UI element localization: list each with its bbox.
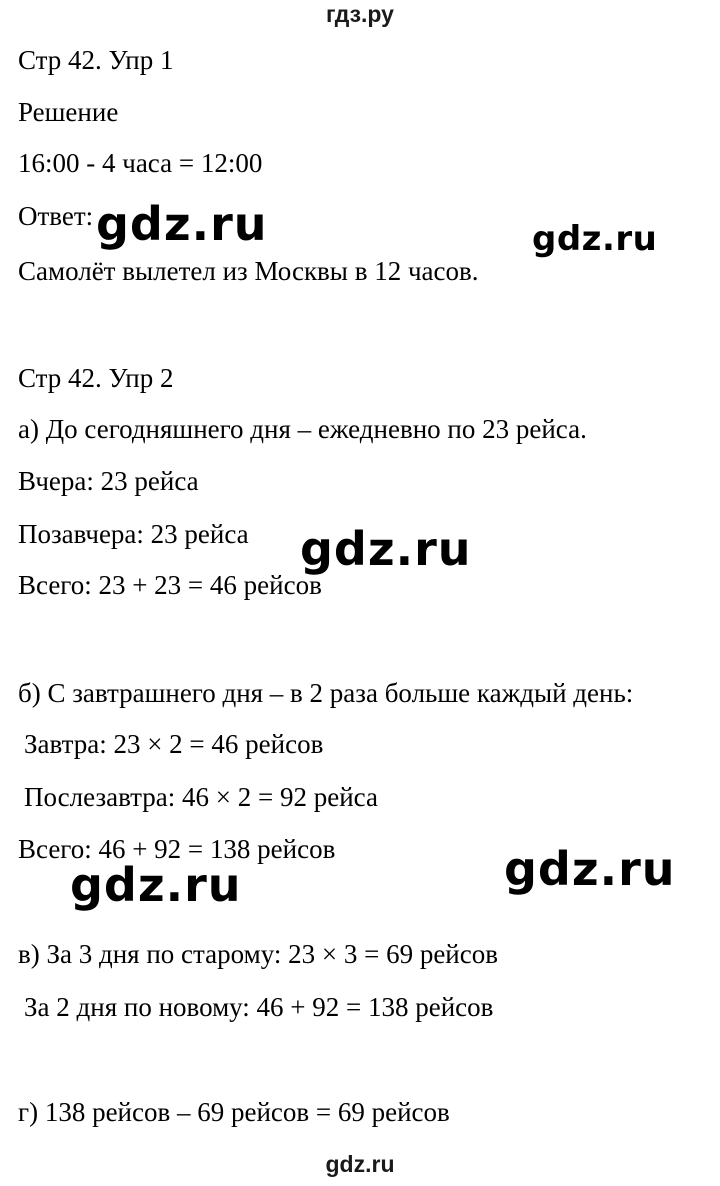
- exercise-1-answer: Самолёт вылетел из Москвы в 12 часов.: [18, 256, 479, 286]
- site-header: гдз.ру: [326, 1, 394, 27]
- part-b-statement: б) С завтрашнего дня – в 2 раза больше каждый день:: [18, 678, 634, 708]
- part-c-new-way: За 2 дня по новому: 46 + 92 = 138 рейсов: [24, 992, 494, 1022]
- exercise-1-title: Стр 42. Упр 1: [18, 45, 174, 75]
- answer-label: Ответ:: [18, 201, 94, 231]
- part-a-day-before-yesterday: Позавчера: 23 рейса: [18, 519, 249, 549]
- watermark-logo: gdz.ru: [504, 842, 676, 896]
- part-a-total: Всего: 23 + 23 = 46 рейсов: [18, 570, 322, 600]
- exercise-1-calculation: 16:00 - 4 часа = 12:00: [18, 148, 263, 178]
- part-b-tomorrow: Завтра: 23 × 2 = 46 рейсов: [24, 729, 324, 759]
- solution-label: Решение: [18, 97, 119, 127]
- exercise-2-title: Стр 42. Упр 2: [18, 363, 174, 393]
- part-a-yesterday: Вчера: 23 рейса: [18, 466, 199, 496]
- watermark-logo: gdz.ru: [70, 858, 242, 912]
- site-footer: gdz.ru: [325, 1151, 395, 1177]
- watermark-logo: gdz.ru: [532, 219, 658, 259]
- watermark-logo: gdz.ru: [96, 197, 268, 251]
- part-b-total: Всего: 46 + 92 = 138 рейсов: [18, 834, 336, 864]
- part-d-difference: г) 138 рейсов – 69 рейсов = 69 рейсов: [18, 1097, 450, 1127]
- part-b-day-after-tomorrow: Послезавтра: 46 × 2 = 92 рейса: [24, 782, 378, 812]
- part-a-statement: а) До сегодняшнего дня – ежедневно по 23 рейса.: [18, 414, 587, 444]
- watermark-logo: gdz.ru: [300, 522, 472, 576]
- part-c-old-way: в) За 3 дня по старому: 23 × 3 = 69 рейсов: [18, 939, 498, 969]
